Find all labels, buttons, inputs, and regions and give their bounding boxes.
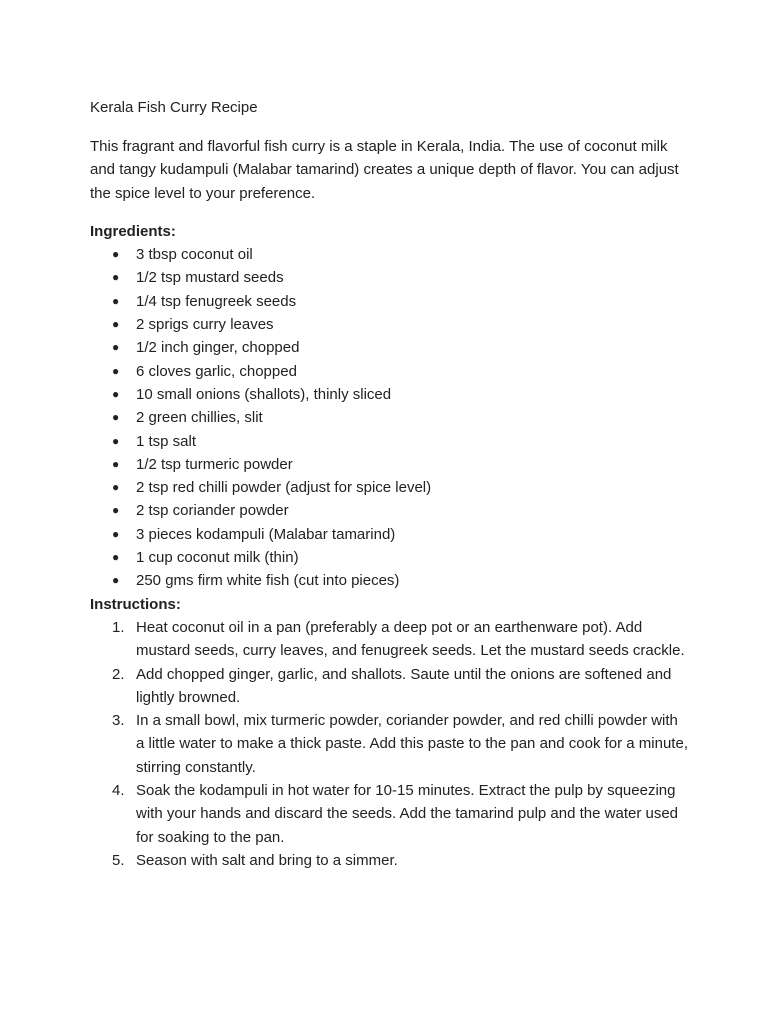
bullet-icon: ●: [112, 386, 120, 401]
instruction-step: [112, 849, 690, 872]
ingredient-text: 1/4 tsp fenugreek seeds: [136, 292, 297, 310]
intro-paragraph: This fragrant and flavorful fish curry is a staple in Kerala, India. The use of coconut milk and tangy kudampuli (Malabar tamarind) creates a unique depth of flavor. You can adjust the spice level to your preference.: [90, 138, 679, 202]
document-title: Kerala Fish Curry Recipe: [90, 99, 258, 116]
bullet-icon: ●: [112, 550, 120, 565]
bullet-icon: ●: [112, 363, 120, 378]
ingredient-text: 2 tsp coriander powder: [136, 502, 289, 520]
bullet-icon: ●: [112, 526, 120, 541]
bullet-icon: ●: [112, 340, 120, 355]
ingredient-text: 1 tsp salt: [136, 432, 197, 450]
ingredient-text: 1/2 tsp turmeric powder: [136, 455, 293, 473]
step-text: Add chopped ginger, garlic, and shallots. Saute until the onions are softened and lightly browned.: [136, 665, 672, 706]
bullet-icon: ●: [112, 503, 120, 518]
bullet-icon: ●: [112, 270, 120, 285]
step-number: 1.: [112, 618, 125, 636]
ingredient-item: [112, 336, 690, 359]
instructions-heading: Instructions:: [90, 595, 181, 613]
instruction-step: [112, 709, 690, 779]
ingredient-item: [112, 476, 690, 499]
ingredient-item: [112, 546, 690, 569]
bullet-icon: ●: [112, 410, 120, 425]
ingredient-item: [112, 360, 690, 383]
ingredient-item: [112, 243, 690, 266]
instruction-step: [112, 616, 690, 663]
ingredient-item: [112, 406, 690, 429]
ingredients-list: [90, 243, 690, 592]
ingredient-text: 2 green chillies, slit: [136, 409, 263, 427]
ingredient-item: [112, 569, 690, 592]
bullet-icon: ●: [112, 433, 120, 448]
ingredient-item: [112, 290, 690, 313]
bullet-icon: ●: [112, 456, 120, 471]
ingredient-item: [112, 453, 690, 476]
step-text: In a small bowl, mix turmeric powder, coriander powder, and red chilli powder with a little water to make a thick paste. Add this paste to the pan and cook for a minute, stirring constantly.: [136, 712, 688, 776]
bullet-icon: ●: [112, 480, 120, 495]
ingredient-item: [112, 499, 690, 522]
ingredient-item: [112, 383, 690, 406]
ingredient-text: 250 gms firm white fish (cut into pieces): [136, 572, 400, 590]
step-number: 4.: [112, 782, 125, 800]
ingredient-text: 6 cloves garlic, chopped: [136, 362, 297, 380]
ingredient-item: [112, 266, 690, 289]
step-number: 5.: [112, 851, 125, 869]
document-page: [90, 96, 690, 872]
ingredient-item: [112, 523, 690, 546]
bullet-icon: ●: [112, 293, 120, 308]
ingredient-text: 2 sprigs curry leaves: [136, 316, 274, 334]
step-text: Heat coconut oil in a pan (preferably a deep pot or an earthenware pot). Add mustard seeds, curry leaves, and fenugreek seeds. Let the mustard seeds crackle.: [136, 618, 685, 660]
ingredient-text: 3 tbsp coconut oil: [136, 246, 253, 264]
step-number: 2.: [112, 665, 125, 683]
step-text: Season with salt and bring to a simmer.: [136, 851, 398, 869]
ingredient-text: 1 cup coconut milk (thin): [136, 549, 299, 567]
ingredient-item: [112, 430, 690, 453]
ingredient-item: [112, 313, 690, 336]
instructions-list: [90, 616, 690, 872]
bullet-icon: ●: [112, 573, 120, 588]
ingredient-text: 3 pieces kodampuli (Malabar tamarind): [136, 525, 396, 543]
ingredient-text: 2 tsp red chilli powder (adjust for spice level): [136, 479, 432, 497]
ingredient-text: 1/2 tsp mustard seeds: [136, 269, 284, 287]
bullet-icon: ●: [112, 247, 120, 262]
ingredient-text: 10 small onions (shallots), thinly sliced: [136, 385, 392, 403]
step-number: 3.: [112, 712, 125, 730]
step-text: Soak the kodampuli in hot water for 10-15 minutes. Extract the pulp by squeezing with your hands and discard the seeds. Add the tamarind pulp and the water used for soaking to the pan.: [136, 782, 679, 846]
bullet-icon: ●: [112, 317, 120, 332]
ingredient-text: 1/2 inch ginger, chopped: [136, 339, 300, 357]
ingredients-heading: Ingredients:: [90, 222, 176, 240]
instruction-step: [112, 663, 690, 710]
instruction-step: [112, 779, 690, 849]
